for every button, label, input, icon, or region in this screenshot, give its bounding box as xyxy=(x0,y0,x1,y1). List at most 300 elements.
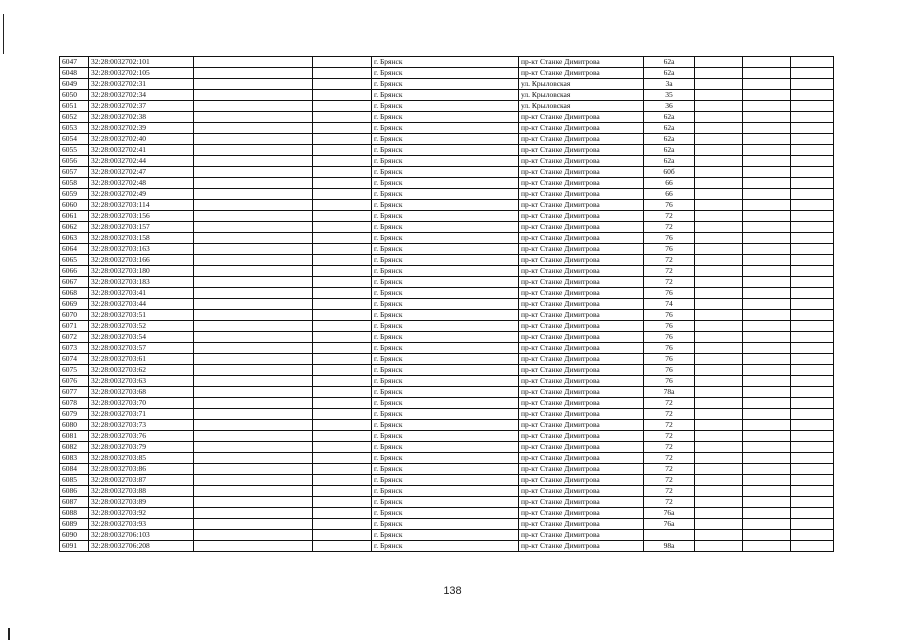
record-number-cell: 6058 xyxy=(60,178,89,189)
street-cell: пр-кт Станке Димитрова xyxy=(519,233,644,244)
register-table-body xyxy=(60,57,834,552)
empty-cell xyxy=(743,134,791,145)
empty-cell xyxy=(791,255,834,266)
city-cell: г. Брянск xyxy=(372,409,519,420)
street-cell: пр-кт Станке Димитрова xyxy=(519,222,644,233)
record-number-cell: 6048 xyxy=(60,68,89,79)
empty-cell xyxy=(791,486,834,497)
city-cell: г. Брянск xyxy=(372,167,519,178)
empty-cell xyxy=(791,123,834,134)
empty-cell xyxy=(695,244,743,255)
city-cell: г. Брянск xyxy=(372,420,519,431)
empty-cell xyxy=(313,420,372,431)
empty-cell xyxy=(743,233,791,244)
table-row xyxy=(60,211,834,222)
empty-cell xyxy=(313,277,372,288)
street-cell: пр-кт Станке Димитрова xyxy=(519,464,644,475)
cadastral-number-cell: 32:28:0032703:114 xyxy=(89,200,194,211)
empty-cell xyxy=(791,321,834,332)
empty-cell xyxy=(791,112,834,123)
city-cell: г. Брянск xyxy=(372,431,519,442)
empty-cell xyxy=(743,530,791,541)
empty-cell xyxy=(695,409,743,420)
empty-cell xyxy=(313,497,372,508)
city-cell: г. Брянск xyxy=(372,387,519,398)
cadastral-number-cell: 32:28:0032703:85 xyxy=(89,453,194,464)
empty-cell xyxy=(743,464,791,475)
street-cell: пр-кт Станке Димитрова xyxy=(519,244,644,255)
city-cell: г. Брянск xyxy=(372,178,519,189)
table-row xyxy=(60,244,834,255)
empty-cell xyxy=(194,354,313,365)
cadastral-number-cell: 32:28:0032703:57 xyxy=(89,343,194,354)
empty-cell xyxy=(194,79,313,90)
table-row xyxy=(60,365,834,376)
record-number-cell: 6076 xyxy=(60,376,89,387)
empty-cell xyxy=(695,519,743,530)
record-number-cell: 6062 xyxy=(60,222,89,233)
empty-cell xyxy=(743,365,791,376)
empty-cell xyxy=(743,541,791,552)
empty-cell xyxy=(695,167,743,178)
record-number-cell: 6078 xyxy=(60,398,89,409)
cadastral-number-cell: 32:28:0032703:54 xyxy=(89,332,194,343)
empty-cell xyxy=(791,398,834,409)
empty-cell xyxy=(695,354,743,365)
house-number-cell: 66 xyxy=(644,189,695,200)
record-number-cell: 6047 xyxy=(60,57,89,68)
empty-cell xyxy=(743,90,791,101)
empty-cell xyxy=(313,409,372,420)
city-cell: г. Брянск xyxy=(372,211,519,222)
empty-cell xyxy=(313,101,372,112)
street-cell: пр-кт Станке Димитрова xyxy=(519,288,644,299)
empty-cell xyxy=(194,244,313,255)
street-cell: пр-кт Станке Димитрова xyxy=(519,112,644,123)
street-cell: пр-кт Станке Димитрова xyxy=(519,442,644,453)
table-row xyxy=(60,475,834,486)
house-number-cell: 76 xyxy=(644,310,695,321)
empty-cell xyxy=(743,189,791,200)
scan-edge-line-top xyxy=(3,14,4,54)
empty-cell xyxy=(791,101,834,112)
empty-cell xyxy=(791,420,834,431)
empty-cell xyxy=(743,497,791,508)
record-number-cell: 6061 xyxy=(60,211,89,222)
city-cell: г. Брянск xyxy=(372,233,519,244)
house-number-cell: 72 xyxy=(644,475,695,486)
empty-cell xyxy=(743,519,791,530)
record-number-cell: 6055 xyxy=(60,145,89,156)
cadastral-number-cell: 32:28:0032703:71 xyxy=(89,409,194,420)
empty-cell xyxy=(695,453,743,464)
house-number-cell: 72 xyxy=(644,266,695,277)
house-number-cell: 72 xyxy=(644,464,695,475)
table-row xyxy=(60,233,834,244)
empty-cell xyxy=(194,453,313,464)
house-number-cell: 72 xyxy=(644,442,695,453)
city-cell: г. Брянск xyxy=(372,255,519,266)
cadastral-number-cell: 32:28:0032702:47 xyxy=(89,167,194,178)
table-row xyxy=(60,299,834,310)
table-row xyxy=(60,57,834,68)
table-row xyxy=(60,420,834,431)
record-number-cell: 6070 xyxy=(60,310,89,321)
cadastral-number-cell: 32:28:0032703:183 xyxy=(89,277,194,288)
empty-cell xyxy=(194,200,313,211)
table-row xyxy=(60,200,834,211)
empty-cell xyxy=(791,431,834,442)
empty-cell xyxy=(313,200,372,211)
house-number-cell: 74 xyxy=(644,299,695,310)
street-cell: пр-кт Станке Димитрова xyxy=(519,365,644,376)
record-number-cell: 6091 xyxy=(60,541,89,552)
city-cell: г. Брянск xyxy=(372,530,519,541)
cadastral-number-cell: 32:28:0032702:31 xyxy=(89,79,194,90)
city-cell: г. Брянск xyxy=(372,332,519,343)
street-cell: пр-кт Станке Димитрова xyxy=(519,134,644,145)
empty-cell xyxy=(791,211,834,222)
table-row xyxy=(60,255,834,266)
empty-cell xyxy=(743,442,791,453)
empty-cell xyxy=(313,431,372,442)
street-cell: пр-кт Станке Димитрова xyxy=(519,376,644,387)
city-cell: г. Брянск xyxy=(372,145,519,156)
house-number-cell: 76а xyxy=(644,519,695,530)
empty-cell xyxy=(695,365,743,376)
street-cell: пр-кт Станке Димитрова xyxy=(519,354,644,365)
empty-cell xyxy=(194,486,313,497)
empty-cell xyxy=(194,310,313,321)
record-number-cell: 6077 xyxy=(60,387,89,398)
record-number-cell: 6054 xyxy=(60,134,89,145)
empty-cell xyxy=(743,343,791,354)
empty-cell xyxy=(743,398,791,409)
empty-cell xyxy=(695,343,743,354)
empty-cell xyxy=(695,255,743,266)
empty-cell xyxy=(743,420,791,431)
empty-cell xyxy=(695,475,743,486)
table-row xyxy=(60,189,834,200)
empty-cell xyxy=(695,123,743,134)
empty-cell xyxy=(194,442,313,453)
empty-cell xyxy=(695,211,743,222)
street-cell: пр-кт Станке Димитрова xyxy=(519,475,644,486)
house-number-cell: 72 xyxy=(644,420,695,431)
empty-cell xyxy=(791,475,834,486)
empty-cell xyxy=(695,431,743,442)
street-cell: пр-кт Станке Димитрова xyxy=(519,409,644,420)
empty-cell xyxy=(194,277,313,288)
house-number-cell: 72 xyxy=(644,431,695,442)
city-cell: г. Брянск xyxy=(372,288,519,299)
city-cell: г. Брянск xyxy=(372,101,519,112)
table-row xyxy=(60,332,834,343)
city-cell: г. Брянск xyxy=(372,156,519,167)
record-number-cell: 6051 xyxy=(60,101,89,112)
table-row xyxy=(60,145,834,156)
table-row xyxy=(60,519,834,530)
street-cell: пр-кт Станке Димитрова xyxy=(519,310,644,321)
cadastral-number-cell: 32:28:0032703:62 xyxy=(89,365,194,376)
empty-cell xyxy=(695,486,743,497)
empty-cell xyxy=(194,387,313,398)
city-cell: г. Брянск xyxy=(372,134,519,145)
empty-cell xyxy=(791,57,834,68)
record-number-cell: 6087 xyxy=(60,497,89,508)
empty-cell xyxy=(743,431,791,442)
record-number-cell: 6080 xyxy=(60,420,89,431)
street-cell: пр-кт Станке Димитрова xyxy=(519,508,644,519)
cadastral-number-cell: 32:28:0032703:86 xyxy=(89,464,194,475)
city-cell: г. Брянск xyxy=(372,365,519,376)
empty-cell xyxy=(791,343,834,354)
house-number-cell: 62а xyxy=(644,123,695,134)
cadastral-number-cell: 32:28:0032703:63 xyxy=(89,376,194,387)
cadastral-number-cell: 32:28:0032703:89 xyxy=(89,497,194,508)
house-number-cell: 72 xyxy=(644,277,695,288)
house-number-cell: 72 xyxy=(644,497,695,508)
street-cell: пр-кт Станке Димитрова xyxy=(519,255,644,266)
empty-cell xyxy=(791,332,834,343)
city-cell: г. Брянск xyxy=(372,508,519,519)
record-number-cell: 6049 xyxy=(60,79,89,90)
cadastral-number-cell: 32:28:0032702:105 xyxy=(89,68,194,79)
record-number-cell: 6069 xyxy=(60,299,89,310)
empty-cell xyxy=(695,321,743,332)
cadastral-number-cell: 32:28:0032703:92 xyxy=(89,508,194,519)
cadastral-number-cell: 32:28:0032703:51 xyxy=(89,310,194,321)
city-cell: г. Брянск xyxy=(372,277,519,288)
city-cell: г. Брянск xyxy=(372,343,519,354)
street-cell: пр-кт Станке Димитрова xyxy=(519,57,644,68)
table-row xyxy=(60,321,834,332)
record-number-cell: 6072 xyxy=(60,332,89,343)
empty-cell xyxy=(743,277,791,288)
house-number-cell: 72 xyxy=(644,211,695,222)
empty-cell xyxy=(791,541,834,552)
house-number-cell: 66 xyxy=(644,178,695,189)
table-row xyxy=(60,376,834,387)
empty-cell xyxy=(695,145,743,156)
empty-cell xyxy=(791,79,834,90)
empty-cell xyxy=(695,90,743,101)
empty-cell xyxy=(695,156,743,167)
table-row xyxy=(60,508,834,519)
empty-cell xyxy=(695,200,743,211)
street-cell: пр-кт Станке Димитрова xyxy=(519,321,644,332)
empty-cell xyxy=(313,365,372,376)
house-number-cell: 98а xyxy=(644,541,695,552)
empty-cell xyxy=(313,189,372,200)
house-number-cell: 72 xyxy=(644,222,695,233)
record-number-cell: 6079 xyxy=(60,409,89,420)
cadastral-number-cell: 32:28:0032702:40 xyxy=(89,134,194,145)
empty-cell xyxy=(743,387,791,398)
empty-cell xyxy=(695,376,743,387)
empty-cell xyxy=(194,530,313,541)
empty-cell xyxy=(791,310,834,321)
table-row xyxy=(60,68,834,79)
city-cell: г. Брянск xyxy=(372,442,519,453)
empty-cell xyxy=(313,343,372,354)
empty-cell xyxy=(743,156,791,167)
empty-cell xyxy=(695,68,743,79)
table-row xyxy=(60,167,834,178)
empty-cell xyxy=(791,134,834,145)
house-number-cell: 72 xyxy=(644,409,695,420)
empty-cell xyxy=(791,409,834,420)
empty-cell xyxy=(313,145,372,156)
record-number-cell: 6090 xyxy=(60,530,89,541)
empty-cell xyxy=(313,332,372,343)
street-cell: пр-кт Станке Димитрова xyxy=(519,156,644,167)
empty-cell xyxy=(743,310,791,321)
cadastral-number-cell: 32:28:0032703:44 xyxy=(89,299,194,310)
record-number-cell: 6057 xyxy=(60,167,89,178)
street-cell: ул. Крыловская xyxy=(519,90,644,101)
empty-cell xyxy=(791,200,834,211)
house-number-cell: 72 xyxy=(644,486,695,497)
street-cell: пр-кт Станке Димитрова xyxy=(519,178,644,189)
empty-cell xyxy=(695,387,743,398)
empty-cell xyxy=(194,222,313,233)
empty-cell xyxy=(743,211,791,222)
house-number-cell: 76 xyxy=(644,343,695,354)
table-row xyxy=(60,123,834,134)
empty-cell xyxy=(695,541,743,552)
empty-cell xyxy=(695,530,743,541)
empty-cell xyxy=(695,398,743,409)
house-number-cell: 62а xyxy=(644,68,695,79)
empty-cell xyxy=(695,101,743,112)
city-cell: г. Брянск xyxy=(372,299,519,310)
cadastral-number-cell: 32:28:0032703:68 xyxy=(89,387,194,398)
empty-cell xyxy=(313,79,372,90)
empty-cell xyxy=(194,68,313,79)
empty-cell xyxy=(194,145,313,156)
cadastral-number-cell: 32:28:0032703:163 xyxy=(89,244,194,255)
empty-cell xyxy=(194,101,313,112)
cadastral-number-cell: 32:28:0032702:49 xyxy=(89,189,194,200)
cadastral-number-cell: 32:28:0032703:61 xyxy=(89,354,194,365)
record-number-cell: 6068 xyxy=(60,288,89,299)
empty-cell xyxy=(194,420,313,431)
empty-cell xyxy=(743,332,791,343)
city-cell: г. Брянск xyxy=(372,464,519,475)
empty-cell xyxy=(313,255,372,266)
city-cell: г. Брянск xyxy=(372,321,519,332)
street-cell: ул. Крыловская xyxy=(519,79,644,90)
empty-cell xyxy=(743,321,791,332)
table-row xyxy=(60,134,834,145)
empty-cell xyxy=(313,57,372,68)
empty-cell xyxy=(313,233,372,244)
city-cell: г. Брянск xyxy=(372,519,519,530)
empty-cell xyxy=(791,222,834,233)
empty-cell xyxy=(791,277,834,288)
empty-cell xyxy=(695,288,743,299)
empty-cell xyxy=(743,244,791,255)
empty-cell xyxy=(194,409,313,420)
table-row xyxy=(60,288,834,299)
empty-cell xyxy=(313,288,372,299)
city-cell: г. Брянск xyxy=(372,266,519,277)
street-cell: пр-кт Станке Димитрова xyxy=(519,343,644,354)
empty-cell xyxy=(743,376,791,387)
empty-cell xyxy=(695,497,743,508)
empty-cell xyxy=(695,464,743,475)
empty-cell xyxy=(791,376,834,387)
table-row xyxy=(60,486,834,497)
city-cell: г. Брянск xyxy=(372,222,519,233)
address-register-table xyxy=(59,56,834,552)
cadastral-number-cell: 32:28:0032703:156 xyxy=(89,211,194,222)
empty-cell xyxy=(743,79,791,90)
empty-cell xyxy=(743,486,791,497)
record-number-cell: 6075 xyxy=(60,365,89,376)
record-number-cell: 6074 xyxy=(60,354,89,365)
street-cell: пр-кт Станке Димитрова xyxy=(519,332,644,343)
empty-cell xyxy=(313,222,372,233)
empty-cell xyxy=(791,519,834,530)
empty-cell xyxy=(743,123,791,134)
empty-cell xyxy=(194,123,313,134)
empty-cell xyxy=(743,288,791,299)
empty-cell xyxy=(791,145,834,156)
empty-cell xyxy=(743,101,791,112)
empty-cell xyxy=(194,321,313,332)
empty-cell xyxy=(313,299,372,310)
record-number-cell: 6063 xyxy=(60,233,89,244)
house-number-cell: 62а xyxy=(644,112,695,123)
record-number-cell: 6086 xyxy=(60,486,89,497)
empty-cell xyxy=(791,299,834,310)
street-cell: пр-кт Станке Димитрова xyxy=(519,167,644,178)
record-number-cell: 6083 xyxy=(60,453,89,464)
empty-cell xyxy=(313,178,372,189)
street-cell: пр-кт Станке Димитрова xyxy=(519,530,644,541)
house-number-cell: 72 xyxy=(644,453,695,464)
empty-cell xyxy=(743,475,791,486)
empty-cell xyxy=(695,266,743,277)
empty-cell xyxy=(743,167,791,178)
empty-cell xyxy=(194,178,313,189)
empty-cell xyxy=(313,123,372,134)
empty-cell xyxy=(791,508,834,519)
house-number-cell: 76 xyxy=(644,376,695,387)
cadastral-number-cell: 32:28:0032702:48 xyxy=(89,178,194,189)
record-number-cell: 6082 xyxy=(60,442,89,453)
cadastral-number-cell: 32:28:0032702:41 xyxy=(89,145,194,156)
empty-cell xyxy=(791,178,834,189)
house-number-cell: 76 xyxy=(644,354,695,365)
empty-cell xyxy=(695,299,743,310)
empty-cell xyxy=(194,211,313,222)
empty-cell xyxy=(313,486,372,497)
record-number-cell: 6067 xyxy=(60,277,89,288)
empty-cell xyxy=(695,178,743,189)
street-cell: пр-кт Станке Димитрова xyxy=(519,387,644,398)
empty-cell xyxy=(791,387,834,398)
empty-cell xyxy=(313,530,372,541)
record-number-cell: 6084 xyxy=(60,464,89,475)
cadastral-number-cell: 32:28:0032703:73 xyxy=(89,420,194,431)
street-cell: пр-кт Станке Димитрова xyxy=(519,299,644,310)
empty-cell xyxy=(313,211,372,222)
empty-cell xyxy=(695,332,743,343)
cadastral-number-cell: 32:28:0032703:76 xyxy=(89,431,194,442)
